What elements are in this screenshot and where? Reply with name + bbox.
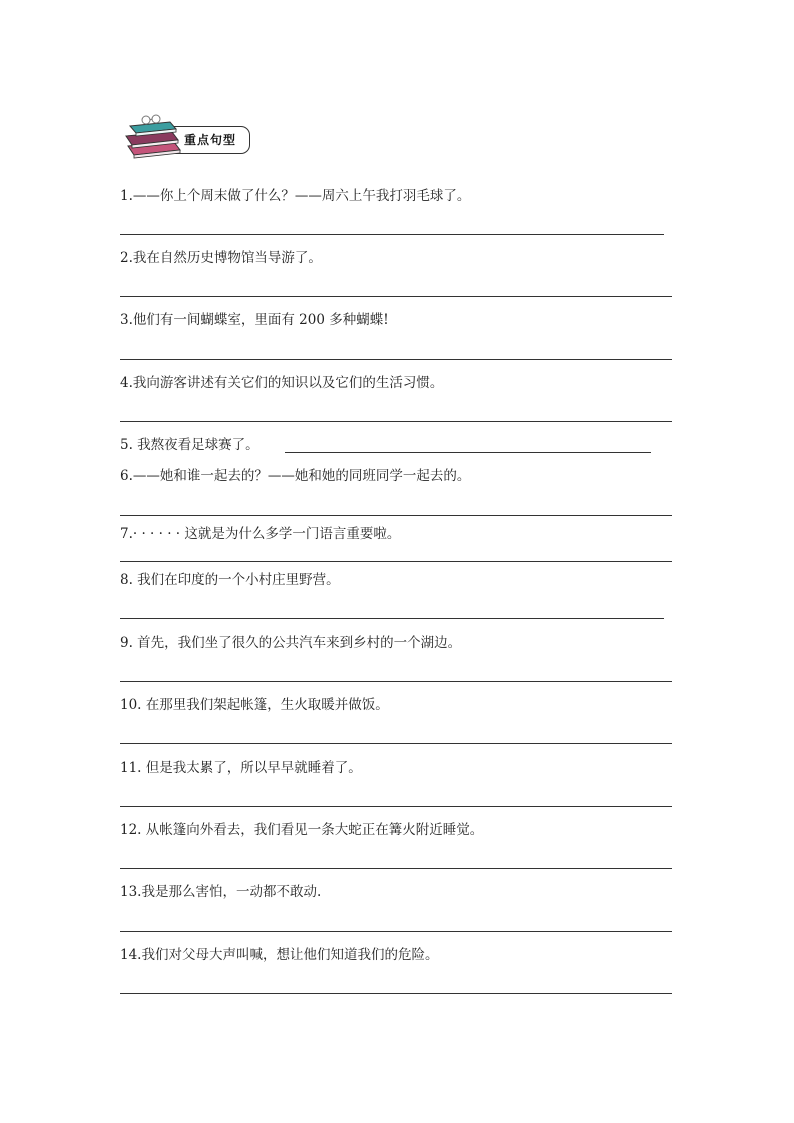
answer-line bbox=[120, 296, 672, 297]
answer-line bbox=[120, 234, 664, 235]
sentence-item: 11. 但是我太累了，所以早早就睡着了。 bbox=[120, 760, 362, 776]
answer-line bbox=[120, 561, 672, 562]
answer-line-inline bbox=[285, 452, 651, 453]
sentence-item: 8. 我们在印度的一个小村庄里野营。 bbox=[120, 572, 340, 588]
sentence-item: 4.我向游客讲述有关它们的知识以及它们的生活习惯。 bbox=[120, 375, 444, 391]
answer-line bbox=[120, 993, 672, 994]
sentence-item: 10. 在那里我们架起帐篷，生火取暖并做饭。 bbox=[120, 697, 389, 713]
sentence-item: 5. 我熬夜看足球赛了。 bbox=[120, 437, 259, 453]
sentence-item: 2.我在自然历史博物馆当导游了。 bbox=[120, 250, 322, 266]
answer-line bbox=[120, 806, 672, 807]
books-icon bbox=[122, 112, 188, 160]
sentence-item: 14.我们对父母大声叫喊，想让他们知道我们的危险。 bbox=[120, 947, 439, 963]
answer-line bbox=[120, 618, 664, 619]
sentence-item: 3.他们有一间蝴蝶室，里面有 200 多种蝴蝶! bbox=[120, 312, 389, 328]
sentence-item: 7.· · · · · · 这就是为什么多学一门语言重要啦。 bbox=[120, 526, 401, 542]
answer-line bbox=[120, 931, 672, 932]
sentence-item: 13.我是那么害怕，一动都不敢动. bbox=[120, 884, 322, 900]
section-title: 重点句型 bbox=[184, 133, 237, 147]
answer-line bbox=[120, 868, 672, 869]
sentence-item: 12. 从帐篷向外看去，我们看见一条大蛇正在篝火附近睡觉。 bbox=[120, 822, 484, 838]
sentence-item: 1.——你上个周末做了什么？——周六上午我打羽毛球了。 bbox=[120, 188, 471, 204]
answer-line bbox=[120, 743, 672, 744]
answer-line bbox=[120, 681, 672, 682]
answer-line bbox=[120, 515, 672, 516]
answer-line bbox=[120, 359, 672, 360]
sentence-item: 6.——她和谁一起去的？——她和她的同班同学一起去的。 bbox=[120, 468, 471, 484]
section-header bbox=[122, 112, 252, 160]
answer-line bbox=[120, 421, 672, 422]
sentence-item: 9. 首先，我们坐了很久的公共汽车来到乡村的一个湖边。 bbox=[120, 635, 462, 651]
